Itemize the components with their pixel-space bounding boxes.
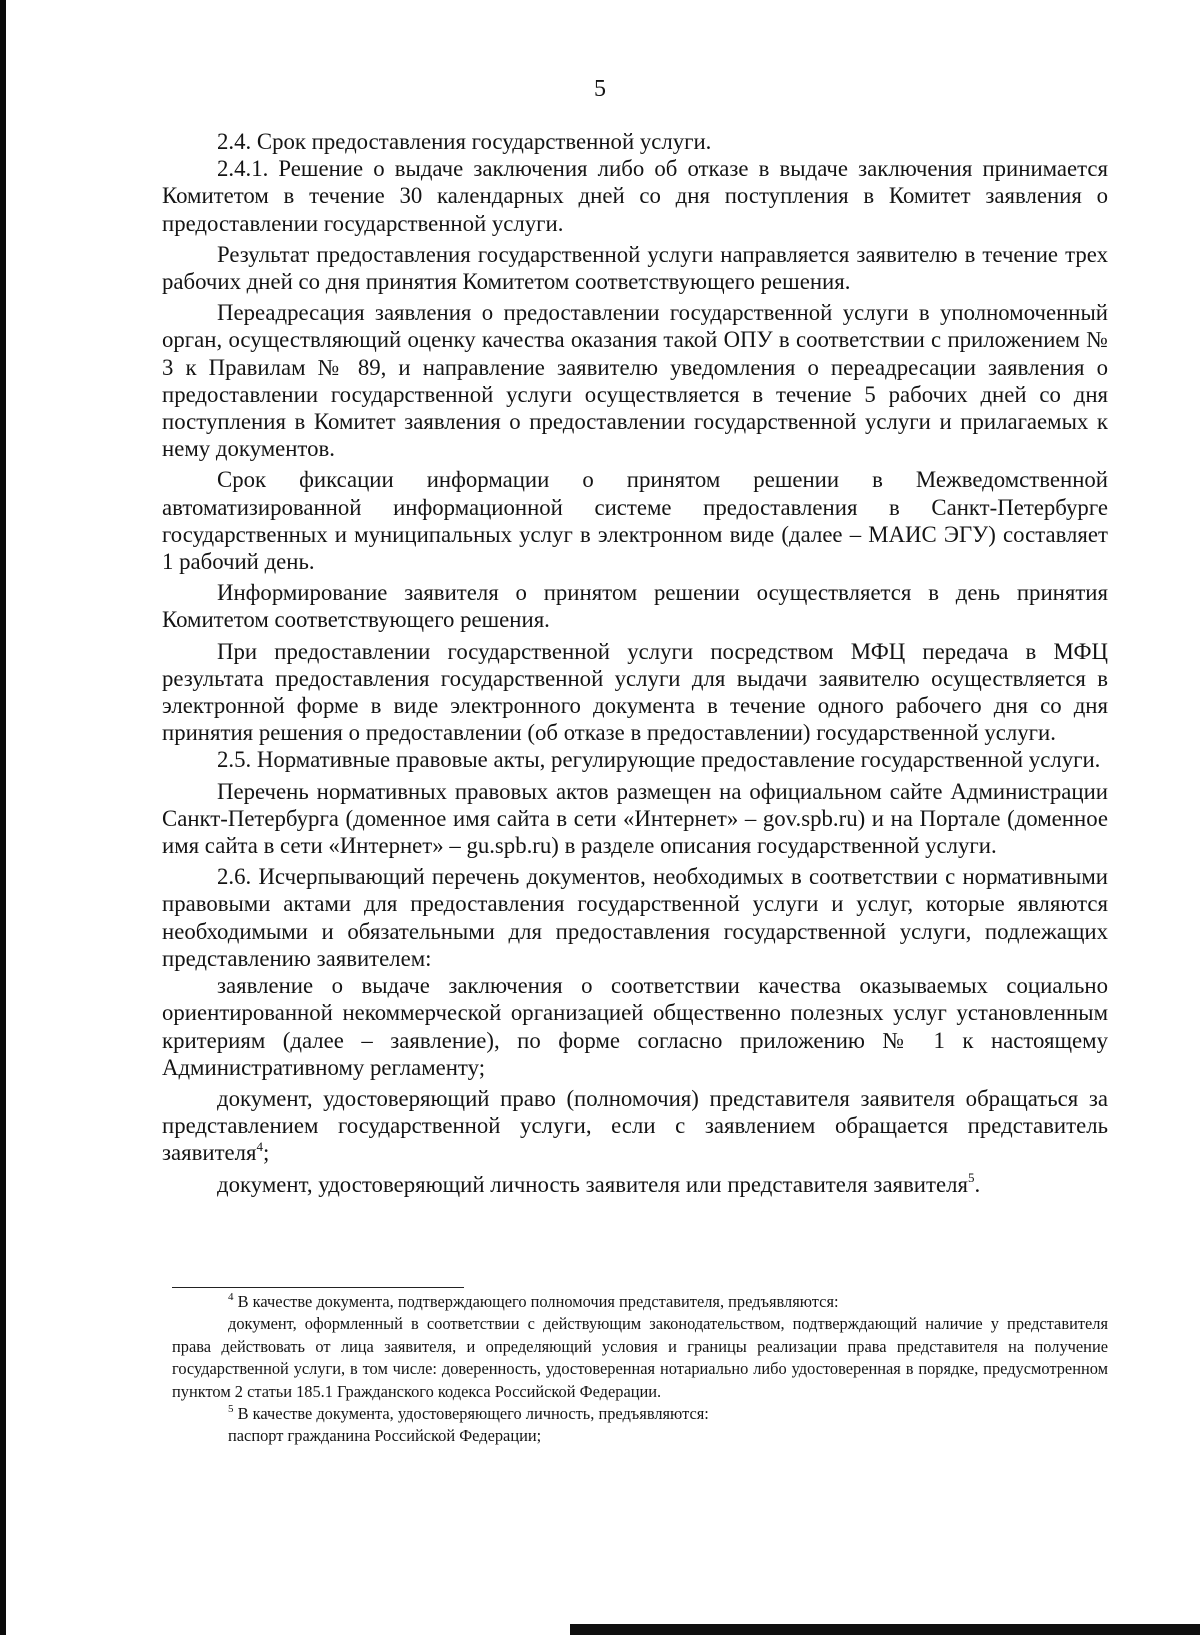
section-heading-2-5: 2.5. Нормативные правовые акты, регулирующие предоставление государственной услуги. — [217, 747, 1101, 773]
list-item-application: заявление о выдаче заключения о соответствии качества оказываемых социально ориентированной некоммерческой организацией общественно полезных услуг установленным критериям (далее – заявление), по форме согласно приложению № 1 к настоящему Административному регламенту; — [162, 973, 1108, 1080]
footnote-4-body: документ, оформленный в соответствии с действующим законодательством, подтверждающий наличие у представителя права действовать от лица заявителя, и определяющий условия и границы реализации права представителя на получение государственной услуги, в том числе: доверенность, удостоверенная нотариально либо удостоверенная в порядке, предусмотренном пунктом 2 статьи 185.1 Гражданского кодекса Российской Федерации. — [172, 1314, 1108, 1401]
list-item-identity-document: документ, удостоверяющий личность заявителя или представителя заявителя$^5$. — [217, 1169, 981, 1197]
footnotes — [172, 1291, 1108, 1448]
paragraph-result-delivery: Результат предоставления государственной услуги направляется заявителю в течение трех рабочих дней со дня принятия Комитетом соответствующего решения. — [162, 241, 1108, 295]
list-item-authority-document: документ, удостоверяющий право (полномочия) представителя заявителя обращаться за представлением государственной услуги, если с заявлением обращается представитель заявителя$^4$; — [162, 1085, 1108, 1166]
footnote-marker-4: 4 — [228, 1290, 234, 1303]
footnote-5-body: паспорт гражданина Российской Федерации; — [228, 1426, 542, 1446]
footnote-4-heading: $^4$ В качестве документа, подтверждающего полномочия представителя, предъявляются: — [228, 1290, 839, 1311]
footnote-separator — [172, 1287, 464, 1288]
body-text — [162, 128, 1108, 1198]
section-heading-2-4: 2.4. Срок предоставления государственной услуги. — [217, 129, 712, 154]
section-heading-2-6: 2.6. Исчерпывающий перечень документов, необходимых в соответствии с нормативными правовыми актами для предоставления государственной услуги и услуг, которые являются необходимыми и обязательными для предоставления государственной услуги, подлежащих представлению заявителем: — [162, 864, 1108, 971]
paragraph-informing: Информирование заявителя о принятом решении осуществляется в день принятия Комитетом соответствующего решения. — [162, 580, 1108, 633]
footnote-ref-5: 5 — [967, 1169, 975, 1185]
scan-edge — [0, 0, 6, 1635]
paragraph-mais-egu: Срок фиксации информации о принятом решении в Межведомственной автоматизированной информационной системе предоставления в Санкт-Петербурге государственных и муниципальных услуг в электронном виде (далее – МАИС ЭГУ) составляет 1 рабочий день. — [162, 467, 1108, 575]
page-number: 5 — [594, 76, 606, 102]
paragraph-readdressing: Переадресация заявления о предоставлении государственной услуги в уполномоченный орган, осуществляющий оценку качества оказания такой ОПУ в соответствии с приложением № 3 к Правилам № 89, и направление заявителю уведомления о переадресации заявления о предоставлении государственной услуги осуществляется в течение 5 рабочих дней со дня поступления в Комитет заявления о предоставлении государственной услуги и прилагаемых к нему документов. — [162, 300, 1108, 462]
paragraph-legal-acts-list: Перечень нормативных правовых актов размещен на официальном сайте Администрации Санкт-Петербурга (доменное имя сайта в сети «Интернет» – gov.spb.ru) и на Портале (доменное имя сайта в сети «Интернет» – gu.spb.ru) в разделе описания государственной услуги. — [162, 778, 1108, 859]
paragraph-2-4-1: 2.4.1. Решение о выдаче заключения либо об отказе в выдаче заключения принимается Комитетом в течение 30 календарных дней со дня поступления в Комитет заявления о предоставлении государственной услуги. — [162, 156, 1108, 236]
footnote-marker-5: 5 — [228, 1402, 234, 1415]
footnote-ref-4: 4 — [256, 1138, 264, 1154]
scan-bottom-edge — [570, 1624, 1200, 1635]
paragraph-mfc: При предоставлении государственной услуги посредством МФЦ передача в МФЦ результата предоставления государственной услуги для выдачи заявителю осуществляется в электронной форме в виде электронного документа в течение одного рабочего дня со дня принятия решения о предоставлении (об отказе в предоставлении) государственной услуги. — [162, 638, 1108, 746]
footnote-5-heading: $^5$ В качестве документа, удостоверяющего личность, предъявляются: — [228, 1402, 709, 1424]
